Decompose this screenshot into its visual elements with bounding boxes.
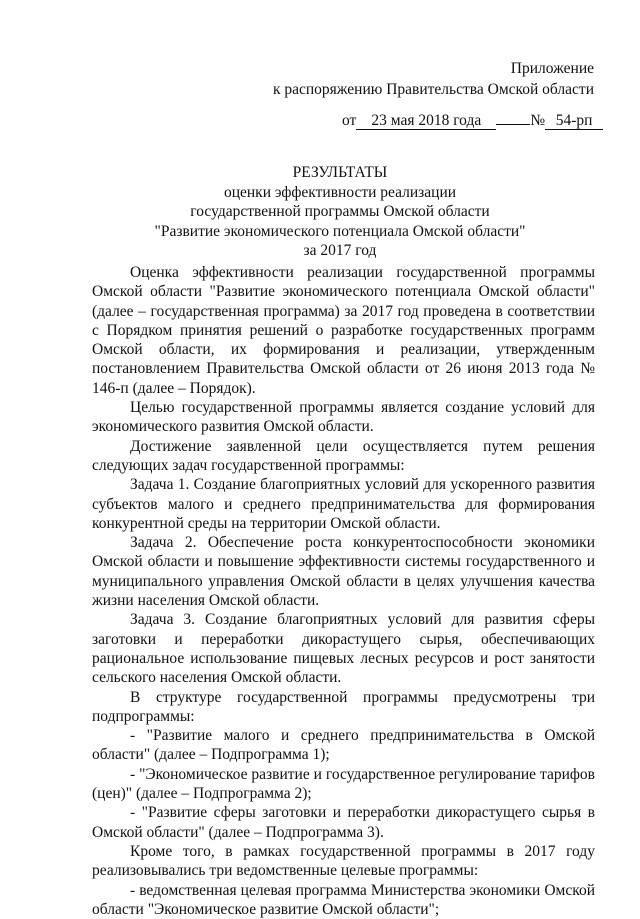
document-title xyxy=(80,163,600,261)
title-line-1: РЕЗУЛЬТАТЫ xyxy=(80,163,600,183)
paragraph: В структуре государственной программы предусмотрены три подпрограммы: xyxy=(92,688,595,727)
appendix-label: Приложение xyxy=(273,58,594,79)
list-item: - "Развитие малого и среднего предпринимательства в Омской области" (далее – Подпрограмма 1); xyxy=(92,726,595,765)
date-underline-tail xyxy=(496,124,530,125)
order-date: 23 мая 2018 года xyxy=(356,113,496,130)
paragraph: Целью государственной программы является создание условий для экономического развития Омской области. xyxy=(92,398,595,437)
document-body xyxy=(92,263,595,919)
title-line-3: государственной программы Омской области xyxy=(80,202,600,222)
paragraph: Задача 3. Создание благоприятных условий для развития сферы заготовки и переработки дикорастущего сырья, обеспечивающих рациональное использование пищевых лесных ресурсов и рост занятости сельского населения Омской области. xyxy=(92,610,595,687)
date-prefix: от xyxy=(342,112,356,129)
title-line-4: "Развитие экономического потенциала Омской области" xyxy=(80,222,600,242)
paragraph: Кроме того, в рамках государственной программы в 2017 году реализовывались три ведомственные целевые программы: xyxy=(92,842,595,881)
order-number: 54-рп xyxy=(545,113,603,130)
paragraph: Оценка эффективности реализации государственной программы Омской области "Развитие экономического потенциала Омской области" (далее – государственная программа) за 2017 год проведена в соответствии с Порядком принятия решений о разработке государственных программ Омской области, их формирования и реализации, утвержденным постановлением Правительства Омской области от 26 июня 2013 года № 146-п (далее – Порядок). xyxy=(92,263,595,398)
order-date-number xyxy=(342,110,603,131)
list-item: - "Развитие сферы заготовки и переработки дикорастущего сырья в Омской области" (далее – Подпрограмма 3). xyxy=(92,803,595,842)
title-line-2: оценки эффективности реализации xyxy=(80,183,600,203)
list-item: - ведомственная целевая программа Министерства экономики Омской области "Экономическое развитие Омской области"; xyxy=(92,881,595,919)
list-item: - "Экономическое развитие и государственное регулирование тарифов (цен)" (далее – Подпрограмма 2); xyxy=(92,765,595,804)
order-reference: к распоряжению Правительства Омской области xyxy=(273,79,594,100)
title-line-5: за 2017 год xyxy=(80,241,600,261)
appendix-header xyxy=(273,58,594,100)
paragraph: Достижение заявленной цели осуществляется путем решения следующих задач государственной программы: xyxy=(92,437,595,476)
paragraph: Задача 2. Обеспечение роста конкурентоспособности экономики Омской области и повышение эффективности системы государственного и муниципального управления Омской области в целях улучшения качества жизни населения Омской области. xyxy=(92,533,595,610)
paragraph: Задача 1. Создание благоприятных условий для ускоренного развития субъектов малого и среднего предпринимательства для формирования конкурентной среды на территории Омской области. xyxy=(92,475,595,533)
number-prefix: № xyxy=(530,112,545,129)
